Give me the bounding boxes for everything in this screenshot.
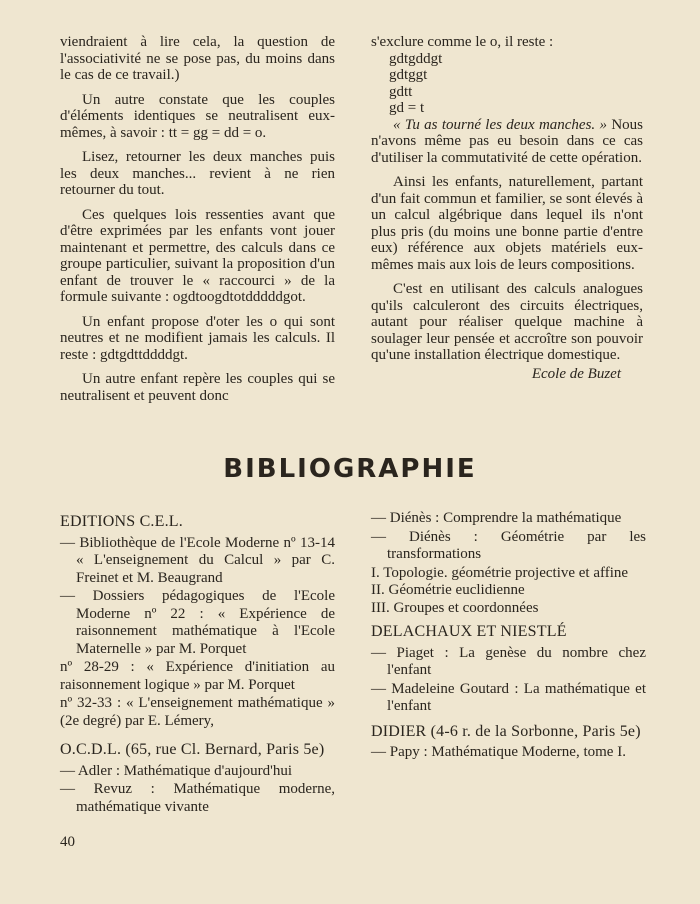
left-column-text — [60, 34, 335, 412]
publisher-heading: EDITIONS C.E.L. — [60, 513, 183, 530]
paragraph: C'est en utilisant des calculs analogues qu'ils calculeront des circuits électriques, autant pour réaliser quelque machine à soulager leur pensée et accroître son pouvoir qu'une installation électrique domestique. — [371, 281, 643, 363]
formula-line: gd = t — [389, 100, 425, 116]
formula-line: gdtgddgt — [389, 50, 443, 67]
page-number: 40 — [60, 834, 75, 850]
paragraph: Ces quelques lois ressenties avant que d'être exprimées par les enfants vont jouer maintenant et permettre, des calculs dans ce groupe particulier, suivant la proposition d'un enfant de trouver le « raccourci » de la formule suivante : ogdtoogdtotdddddgot. — [60, 206, 335, 305]
bibliography-entry: — Adler : Mathématique d'aujourd'hui — [60, 762, 293, 779]
bibliography-entry: — Papy : Mathématique Moderne, tome I. — [371, 744, 626, 760]
formula-line: gdtggt — [389, 67, 428, 83]
paragraph: Un autre constate que les couples d'éléments identiques se neutralisent eux-mêmes, à savoir : tt = gg = dd = o. — [60, 91, 335, 141]
paragraph: Un autre enfant repère les couples qui se neutralisent et peuvent donc — [60, 371, 335, 404]
bibliography-entry: — Bibliothèque de l'Ecole Moderne nº 13-14 « L'enseignement du Calcul » par C. Freinet et M. Beaugrand — [60, 534, 335, 586]
bibliography-subentry: III. Groupes et coordonnées — [371, 599, 539, 616]
publisher-heading: DIDIER (4-6 r. de la Sorbonne, Paris 5e) — [371, 722, 641, 740]
quote-continuation: Nous n'avons même pas eu besoin dans ce cas d'utiliser la commutativité de cette opération. — [371, 116, 643, 166]
bibliography-entry: — Dossiers pédagogiques de l'Ecole Moderne nº 22 : « Expérience de raisonnement mathématique à l'Ecole Maternelle » par M. Porquet — [60, 588, 335, 657]
bibliography-left — [60, 513, 335, 817]
bibliography-subentry: I. Topologie. géométrie projective et affine — [371, 564, 629, 581]
paragraph — [371, 117, 643, 167]
bibliography-entry: — Diénès : Géométrie par les transformations — [371, 528, 646, 562]
paragraph: viendraient à lire cela, la question de l'associativité ne se pose pas, du moins dans le cas de ce travail.) — [60, 34, 335, 83]
quote: « Tu as tourné les deux manches. » — [393, 116, 607, 133]
paragraph: Lisez, retourner les deux manches puis les deux manches... revient à ne rien retourner du tout. — [60, 149, 335, 198]
bibliography-right — [371, 510, 646, 763]
bibliography-entry: nº 32-33 : « L'enseignement mathématique » (2e degré) par E. Lémery, — [60, 695, 335, 729]
formula-line: gdtt — [389, 83, 413, 100]
publisher-heading: O.C.D.L. (65, rue Cl. Bernard, Paris 5e) — [60, 741, 325, 758]
paragraph: Ainsi les enfants, naturellement, partant d'un fait commun et familier, se sont élevés à un calcul algébrique dans lequel ils n'ont plus pris (du moins une bonne partie d'entre eux) référence aux objets matériels eux-mêmes mais aux lois de leurs compositions. — [371, 174, 643, 273]
bibliography-subentry: II. Géométrie euclidienne — [371, 582, 525, 598]
section-heading: BIBLIOGRAPHIE — [223, 454, 477, 484]
bibliography-entry: — Revuz : Mathématique moderne, mathématique vivante — [60, 781, 335, 815]
bibliography-entry: — Diénès : Comprendre la mathématique — [371, 510, 622, 526]
right-column-text — [371, 34, 643, 382]
bibliography-entry: — Madeleine Goutard : La mathématique et l'enfant — [371, 680, 646, 714]
bibliography-entry: — Piaget : La genèse du nombre chez l'enfant — [371, 644, 646, 678]
paragraph: Un enfant propose d'oter les o qui sont neutres et ne modifient jamais les calculs. Il reste : gdtgdttddddgt. — [60, 313, 335, 363]
publisher-heading: DELACHAUX ET NIESTLÉ — [371, 623, 567, 640]
paragraph: s'exclure comme le o, il reste : — [371, 34, 554, 50]
signature: Ecole de Buzet — [531, 365, 621, 382]
bibliography-entry: nº 28-29 : « Expérience d'initiation au raisonnement logique » par M. Porquet — [60, 659, 335, 693]
formula-list — [389, 51, 643, 117]
